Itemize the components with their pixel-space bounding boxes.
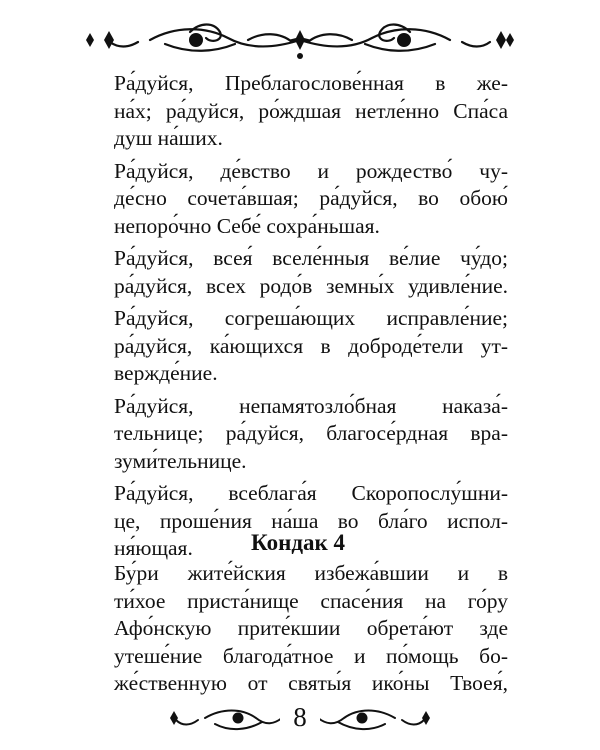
text-line: Ра́дуйся, согреша́ющих исправле́ние; (114, 306, 508, 330)
text-line: Афо́нскую прите́кшии обрета́ют зде (114, 616, 508, 640)
text-line: непоро́чно Себе́ сохра́ньшая. (114, 213, 380, 238)
text-line: Бу́ри жите́йския избежа́вшии и в (114, 561, 508, 585)
prayer-paragraph-4 (88, 305, 508, 388)
prayer-paragraph-2 (88, 158, 508, 241)
prayer-paragraph-5 (88, 393, 508, 476)
text-line: це, проше́ния на́ша во бла́го испол- (114, 508, 508, 533)
text-line: Ра́дуйся, Преблагослове́нная в же- (114, 71, 508, 95)
page-number: 8 (280, 700, 320, 734)
prayer-paragraph-3 (88, 245, 508, 300)
text-line: ра́дуйся, ка́ющихся в доброде́тели ут- (114, 333, 508, 358)
text-line: тельнице; ра́дуйся, благосе́рдная вра- (114, 421, 508, 445)
text-line: ра́дуйся, всех родо́в земны́х удивле́ние. (114, 273, 508, 298)
top-ornament (0, 18, 600, 62)
kontakion-text-block (88, 560, 508, 703)
text-line: Ра́дуйся, непамятозло́бная наказа́- (114, 393, 508, 418)
text-line: Ра́дуйся, де́вство и рождество́ чу- (114, 158, 508, 183)
text-line: утеше́ние благода́тное и по́мощь бо- (114, 643, 508, 668)
kontakion-paragraph (88, 560, 508, 698)
text-line: вержде́ние. (114, 361, 218, 385)
prayer-paragraph-1 (88, 70, 508, 153)
text-line: зуми́тельнице. (114, 448, 247, 473)
text-line: ня́ющая. (114, 536, 193, 560)
prayer-text-block (88, 70, 508, 568)
text-line: Ра́дуйся, всеблага́я Скоропослу́шни- (114, 481, 508, 505)
text-line: душ на́ших. (114, 126, 223, 150)
text-line: ти́хое приста́нище спасе́ния на го́ру (114, 588, 508, 613)
text-line: Ра́дуйся, всея́ вселе́нныя ве́лие чу́до; (114, 246, 508, 270)
text-line: де́сно сочета́вшая; ра́дуйся, во обою́ (114, 186, 508, 210)
text-line: на́х; ра́дуйся, ро́ждшая нетле́нно Спа́са (114, 98, 508, 123)
kontakion-heading: Кондак 4 (251, 530, 345, 555)
text-line: же́ственную от святы́я ико́ны Твоея́, (114, 671, 508, 695)
